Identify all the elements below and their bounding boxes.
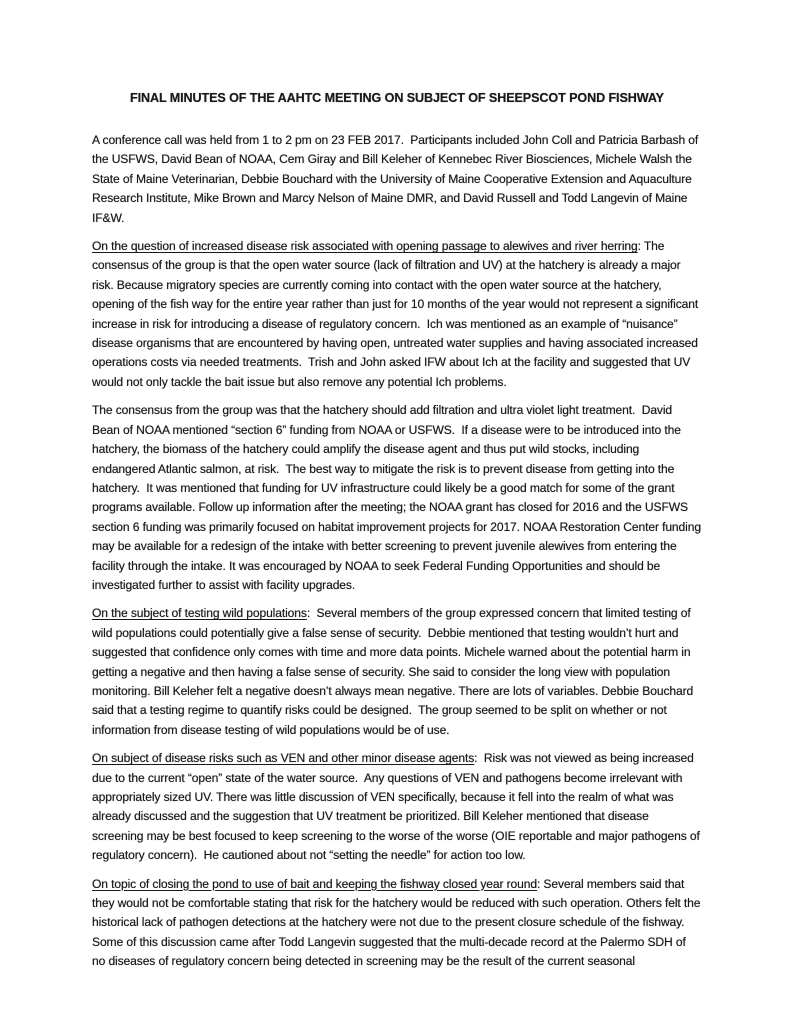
paragraph-consensus-funding xyxy=(92,401,705,595)
paragraph-closing-pond-body: : Several members said that they would not be comfortable stating that risk for the hatchery would be reduced with such operation. Others felt the historical lack of pathogen detections at the hatchery were not due to the present closure schedule of the fishway. Some of this discussion came after Todd Langevin suggested that the multi-decade record at the Palermo SDH of no diseases of regulatory concern being detected in screening may be the result of the current seasonal xyxy=(92,876,704,969)
paragraph-ven-disease-agents-body: : Risk was not viewed as being increased due to the current “open” state of the water source. Any questions of VEN and pathogens become irrelevant with appropriately sized UV. There was little discussion of VEN specifically, because it fell into the realm of what was already discussed and the suggestion that UV treatment be prioritized. Bill Keleher mentioned that disease screening may be best focused to keep screening to the worse of the worse (OIE reportable and major pathogens of regulatory concern). He cautioned about not “setting the needle” for action too low. xyxy=(92,751,703,863)
paragraph-participants-body: A conference call was held from 1 to 2 pm on 23 FEB 2017. Participants included John Coll and Patricia Barbash of the USFWS, David Bean of NOAA, Cem Giray and Bill Keleher of Kennebec River Biosciences, Michele Walsh the State of Maine Veterinarian, Debbie Bouchard with the University of Maine Cooperative Extension and Aquaculture Research Institute, Mike Brown and Marcy Nelson of Maine DMR, and David Russell and Todd Langevin of Maine IF&W. xyxy=(92,133,702,225)
paragraph-disease-risk-lead: On the question of increased disease risk associated with opening passage to alewives and river herring xyxy=(92,239,638,254)
paragraph-testing-wild-populations xyxy=(92,604,702,740)
paragraph-disease-risk-body: : The consensus of the group is that the open water source (lack of filtration and UV) at the hatchery is already a major risk. Because migratory species are currently coming into contact with the open water source at the hatchery, opening of the fish way for the entire year rather than just for 10 months of the year would not represent a significant increase in risk for introducing a disease of regulatory concern. Ich was mentioned as an example of “nuisance” disease organisms that are encountered by having open, untreated water supplies and having associated increased operations costs via needed treatments. Trish and John asked IFW about Ich at the facility and suggested that UV would not only tackle the bait issue but also remove any potential Ich problems. xyxy=(92,239,702,389)
paragraph-closing-pond xyxy=(92,875,702,972)
paragraph-ven-disease-agents-lead: On subject of disease risks such as VEN and other minor disease agents xyxy=(92,751,475,766)
paragraph-participants xyxy=(92,131,702,228)
paragraph-closing-pond-lead: On topic of closing the pond to use of bait and keeping the fishway closed year round xyxy=(92,876,537,891)
paragraph-disease-risk xyxy=(92,237,702,392)
paragraph-ven-disease-agents xyxy=(92,749,702,865)
paragraph-testing-wild-populations-lead: On the subject of testing wild populations xyxy=(92,606,307,621)
paragraph-consensus-funding-body: The consensus from the group was that the hatchery should add filtration and ultra violet light treatment. David Bean of NOAA mentioned “section 6” funding from NOAA or USFWS. If a disease were to be introduced into the hatchery, the biomass of the hatchery could amplify the disease agent and thus put wild stocks, including endangered Atlantic salmon, at risk. The best way to mitigate the risk is to prevent disease from getting into the hatchery. It was mentioned that funding for UV infrastructure could likely be a good match for some of the grant programs available. Follow up information after the meeting; the NOAA grant has closed for 2016 and the USFWS section 6 funding was primarily focused on habitat improvement projects for 2017. NOAA Restoration Center funding may be available for a redesign of the intake with better screening to prevent juvenile alewives from entering the facility through the intake. It was encouraged by NOAA to seek Federal Funding Opportunities and should be investigated further to assist with facility upgrades. xyxy=(92,403,705,592)
document-title: FINAL MINUTES OF THE AAHTC MEETING ON SUBJECT OF SHEEPSCOT POND FISHWAY xyxy=(129,91,664,105)
paragraph-testing-wild-populations-body: : Several members of the group expressed concern that limited testing of wild populations could potentially give a false sense of security. Debbie mentioned that testing wouldn’t hurt and suggested that confidence only comes with time and more data points. Michele warned about the potential harm in getting a negative and then having a false sense of security. She said to consider the long view with population monitoring. Bill Keleher felt a negative doesn’t always mean negative. There are lots of variables. Debbie Bouchard said that a testing regime to quantify risks could be designed. The group seemed to be split on whether or not information from disease testing of wild populations would be of use. xyxy=(92,606,697,737)
